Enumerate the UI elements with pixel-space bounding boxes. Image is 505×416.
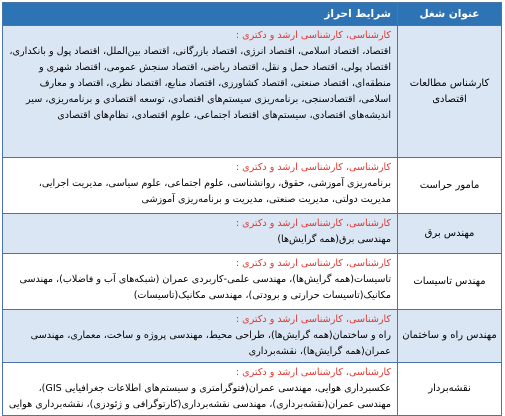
requirements-cell <box>3 158 398 214</box>
header-job-title: عنوان شغل <box>398 3 502 26</box>
fields-of-study: راه و ساختمان(همه گرایش‌ها)، طراحی محیط، مهندسی پروژه و ساخت، معماری، مهندسی عمران(همه گرایش‌ها)، نقشه‌برداری <box>30 330 391 357</box>
table-header-row <box>3 3 502 26</box>
fields-of-study: تاسیسات(همه گرایش‌ها)، مهندسی علمی-کاربردی عمران (شبکه‌های آب و فاضلاب)، مهندسی مکانیک(تاسیسات حرارتی و برودتی)، مهندسی مکانیک(تاسیسات) <box>19 274 391 301</box>
job-title-cell: مهندس برق <box>398 214 502 254</box>
fields-of-study: عکسبرداری هوایی، مهندسی عمران(فتوگرامتری و سیستم‌های اطلاعات جغرافیایی GIS)، مهندسی عمران(نقشه‌برداری)، مهندسی نقشه‌برداری(کارتوگرافی و ژئودزی)، نقشه‌برداری هوایی <box>8 383 391 410</box>
job-title-cell: مهندس راه و ساختمان <box>398 310 502 363</box>
fields-of-study: مهندسی برق(همه گرایش‌ها) <box>277 234 391 245</box>
job-title-cell: کارشناس مطالعات اقتصادی <box>398 26 502 158</box>
degree-level: کارشناسی، کارشناسی ارشد و دکتری : <box>235 162 391 173</box>
degree-level: کارشناسی، کارشناسی ارشد و دکتری : <box>235 30 391 41</box>
degree-level: کارشناسی، کارشناسی ارشد و دکتری : <box>235 258 391 269</box>
table-row <box>3 158 502 214</box>
requirements-cell <box>3 363 398 416</box>
requirements-cell <box>3 254 398 310</box>
degree-level: کارشناسی، کارشناسی ارشد و دکتری : <box>235 367 391 378</box>
requirements-cell <box>3 26 398 158</box>
job-title-cell: نقشه‌بردار <box>398 363 502 416</box>
table-row <box>3 310 502 363</box>
degree-level: کارشناسی، کارشناسی ارشد و دکتری : <box>235 314 391 325</box>
fields-of-study: برنامه‌ریزی آموزشی، حقوق، روانشناسی، علوم اجتماعی، علوم سیاسی، مدیریت اجرایی، مدیریت دولتی، مدیریت صنعتی، مدیریت و برنامه‌ریزی آموزشی <box>38 178 391 205</box>
requirements-cell <box>3 310 398 363</box>
degree-level: کارشناسی، کارشناسی ارشد و دکتری : <box>235 218 391 229</box>
table-row <box>3 26 502 158</box>
table-row <box>3 214 502 254</box>
table-row <box>3 254 502 310</box>
fields-of-study: اقتصاد، اقتصاد اسلامی، اقتصاد انرژی، اقتصاد بازرگانی، اقتصاد بین‌الملل، اقتصاد پول و بانکداری، اقتصاد پولی، اقتصاد حمل و نقل، اقتصاد ریاضی، اقتصاد سنجش عمومی، اقتصاد شهری و منطقه‌ای، اقتصاد صنعتی، اقتصاد کشاورزی، اقتصاد منابع، اقتصاد نظری، اقتصاد و معارف اسلامی، اقتصادسنجی، برنامه‌ریزی سیستم‌های اقتصادی، توسعه اقتصادی و برنامه‌ریزی، سیر اندیشه‌های اقتصادی، سیستم‌های اقتصاد اجتماعی، علوم اقتصادی، نظام‌های اقتصادی <box>9 46 391 121</box>
table-row <box>3 363 502 416</box>
requirements-cell <box>3 214 398 254</box>
job-title-cell: مامور حراست <box>398 158 502 214</box>
job-title-cell: مهندس تاسیسات <box>398 254 502 310</box>
requirements-table-container <box>2 2 501 410</box>
header-requirements: شرایط احراز <box>3 3 398 26</box>
job-requirements-table <box>2 2 502 416</box>
